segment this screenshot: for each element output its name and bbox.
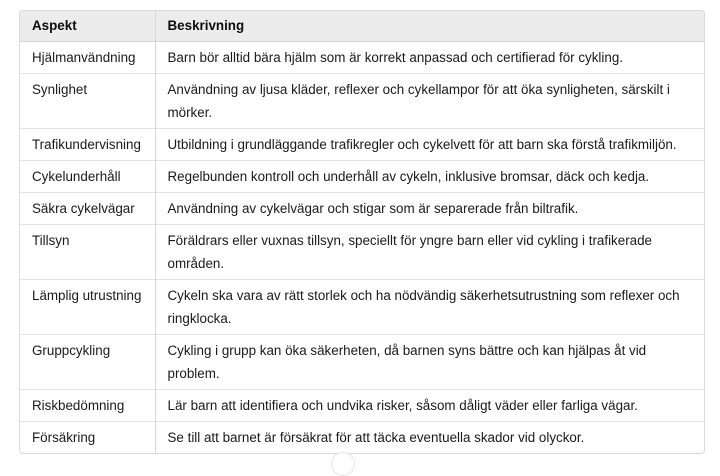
safety-aspects-table <box>20 11 704 453</box>
aspect-cell: Lämplig utrustning <box>20 280 155 335</box>
description-cell: Se till att barnet är försäkrat för att täcka eventuella skador vid olyckor. <box>155 422 704 454</box>
header-description: Beskrivning <box>155 11 704 42</box>
table-row <box>20 225 704 280</box>
aspect-cell: Hjälmanvändning <box>32 50 136 65</box>
scroll-down-button[interactable] <box>331 452 355 476</box>
aspect-cell: Trafikundervisning <box>20 129 155 161</box>
description-cell: Utbildning i grundläggande trafikregler och cykelvett för att barn ska förstå trafikmiljön. <box>155 129 704 161</box>
table-row <box>20 161 704 193</box>
table-container <box>19 10 705 454</box>
table-row <box>20 335 704 390</box>
aspect-cell: Riskbedömning <box>20 390 155 422</box>
description-cell: Barn bör alltid bära hjälm som är korrekt anpassad och certifierad för cykling. <box>155 42 704 74</box>
table-row <box>20 390 704 422</box>
table-row <box>20 193 704 225</box>
table-row <box>20 129 704 161</box>
description-cell: Cykling i grupp kan öka säkerheten, då barnen syns bättre och kan hjälpas åt vid problem. <box>155 335 704 390</box>
description-cell: Regelbunden kontroll och underhåll av cykeln, inklusive bromsar, däck och kedja. <box>155 161 704 193</box>
aspect-cell: Försäkring <box>20 422 155 454</box>
aspect-cell: Tillsyn <box>20 225 155 280</box>
description-cell: Användning av cykelvägar och stigar som är separerade från biltrafik. <box>155 193 704 225</box>
table-row <box>20 74 704 129</box>
header-aspect: Aspekt <box>20 11 155 42</box>
description-cell: Användning av ljusa kläder, reflexer och cykellampor för att öka synligheten, särskilt i mörker. <box>155 74 704 129</box>
description-cell: Cykeln ska vara av rätt storlek och ha nödvändig säkerhetsutrustning som reflexer och ringklocka. <box>155 280 704 335</box>
table-row <box>20 422 704 454</box>
table-header-row <box>20 11 704 42</box>
description-cell: Lär barn att identifiera och undvika risker, såsom dåligt väder eller farliga vägar. <box>155 390 704 422</box>
aspect-cell: Säkra cykelvägar <box>20 193 155 225</box>
table-row <box>20 280 704 335</box>
description-cell: Föräldrars eller vuxnas tillsyn, speciellt för yngre barn eller vid cykling i trafikerade områden. <box>155 225 704 280</box>
aspect-cell: Gruppcykling <box>20 335 155 390</box>
aspect-cell: Synlighet <box>20 74 155 129</box>
table-row <box>20 42 704 74</box>
aspect-cell: Cykelunderhåll <box>20 161 155 193</box>
